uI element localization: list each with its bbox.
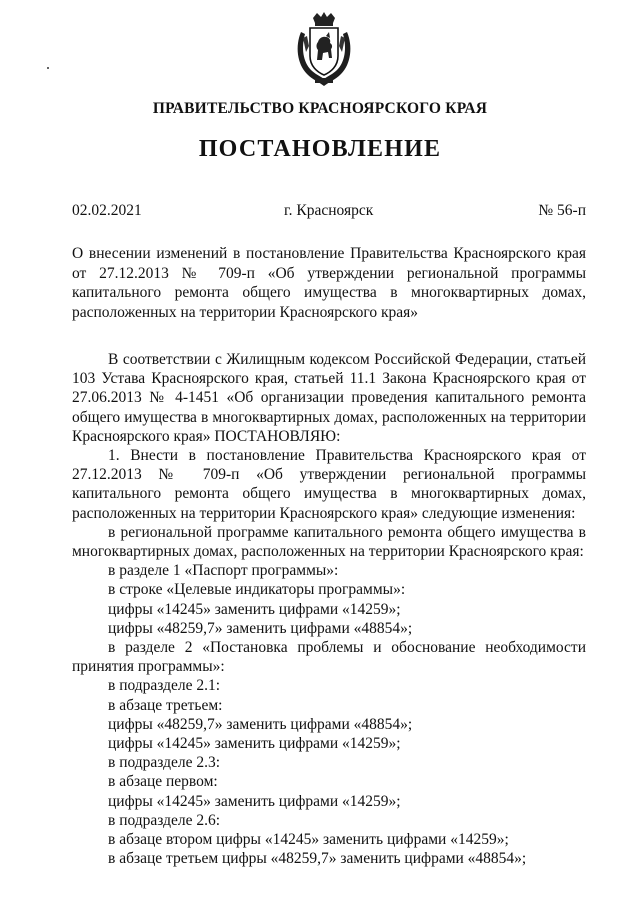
- list-item: в подразделе 2.1:: [108, 677, 221, 695]
- document-title: ПОСТАНОВЛЕНИЕ: [198, 136, 442, 162]
- list-item: в разделе 1 «Паспорт программы»:: [108, 562, 339, 580]
- document-date: 02.02.2021: [72, 202, 142, 219]
- list-item: цифры «48259,7» заменить цифрами «48854»;: [108, 619, 413, 637]
- list-item: цифры «48259,7» заменить цифрами «48854»;: [108, 715, 413, 733]
- scan-dot: [47, 67, 49, 69]
- list-item: в абзаце втором цифры «14245» заменить цифрами «14259»;: [108, 831, 509, 849]
- section-2-paragraph: в разделе 2 «Постановка проблемы и обоснование необходимости принятия программы»:: [72, 639, 586, 676]
- document-city: г. Красноярск: [284, 202, 374, 219]
- list-item: в абзаце третьем цифры «48259,7» заменить цифрами «48854»;: [108, 850, 527, 868]
- list-item: цифры «14245» заменить цифрами «14259»;: [108, 600, 401, 618]
- list-item: в абзаце первом:: [108, 773, 218, 791]
- list-item: в абзаце третьем:: [108, 696, 223, 714]
- coat-of-arms-emblem: [293, 12, 355, 88]
- document-subject: О внесении изменений в постановление Правительства Красноярского края от 27.12.2013 № 709-п «Об утверждении региональной программы капитального ремонта общего имущества в многоквартирных домах, расположенных на территории Красноярского края»: [72, 245, 586, 321]
- item-1-sub-paragraph: в региональной программе капитального ремонта общего имущества в многоквартирных домах, расположенных на территории Красноярского края:: [72, 523, 586, 561]
- list-item: в подразделе 2.6:: [108, 811, 221, 829]
- list-item: в строке «Целевые индикаторы программы»:: [108, 581, 406, 599]
- intro-paragraph: В соответствии с Жилищным кодексом Российской Федерации, статьей 103 Устава Красноярского края, статьей 11.1 Закона Красноярского края от 27.06.2013 № 4-1451 «Об организации проведения капитального ремонта общего имущества в многоквартирных домах, расположенных на территории Красноярского края» ПОСТАНОВЛЯЮ:: [72, 351, 586, 445]
- document-number: № 56-п: [538, 202, 586, 219]
- item-1-paragraph: 1. Внести в постановление Правительства Красноярского края от 27.12.2013 № 709-п «Об утверждении региональной программы капитального ремонта общего имущества в многоквартирных домах, расположенных на территории Красноярского края» следующие изменения:: [72, 447, 586, 522]
- list-item: в подразделе 2.3:: [108, 754, 221, 772]
- document-body: [72, 350, 586, 868]
- government-name: ПРАВИТЕЛЬСТВО КРАСНОЯРСКОГО КРАЯ: [152, 100, 488, 117]
- list-item: цифры «14245» заменить цифрами «14259»;: [108, 792, 401, 810]
- list-item: цифры «14245» заменить цифрами «14259»;: [108, 735, 401, 753]
